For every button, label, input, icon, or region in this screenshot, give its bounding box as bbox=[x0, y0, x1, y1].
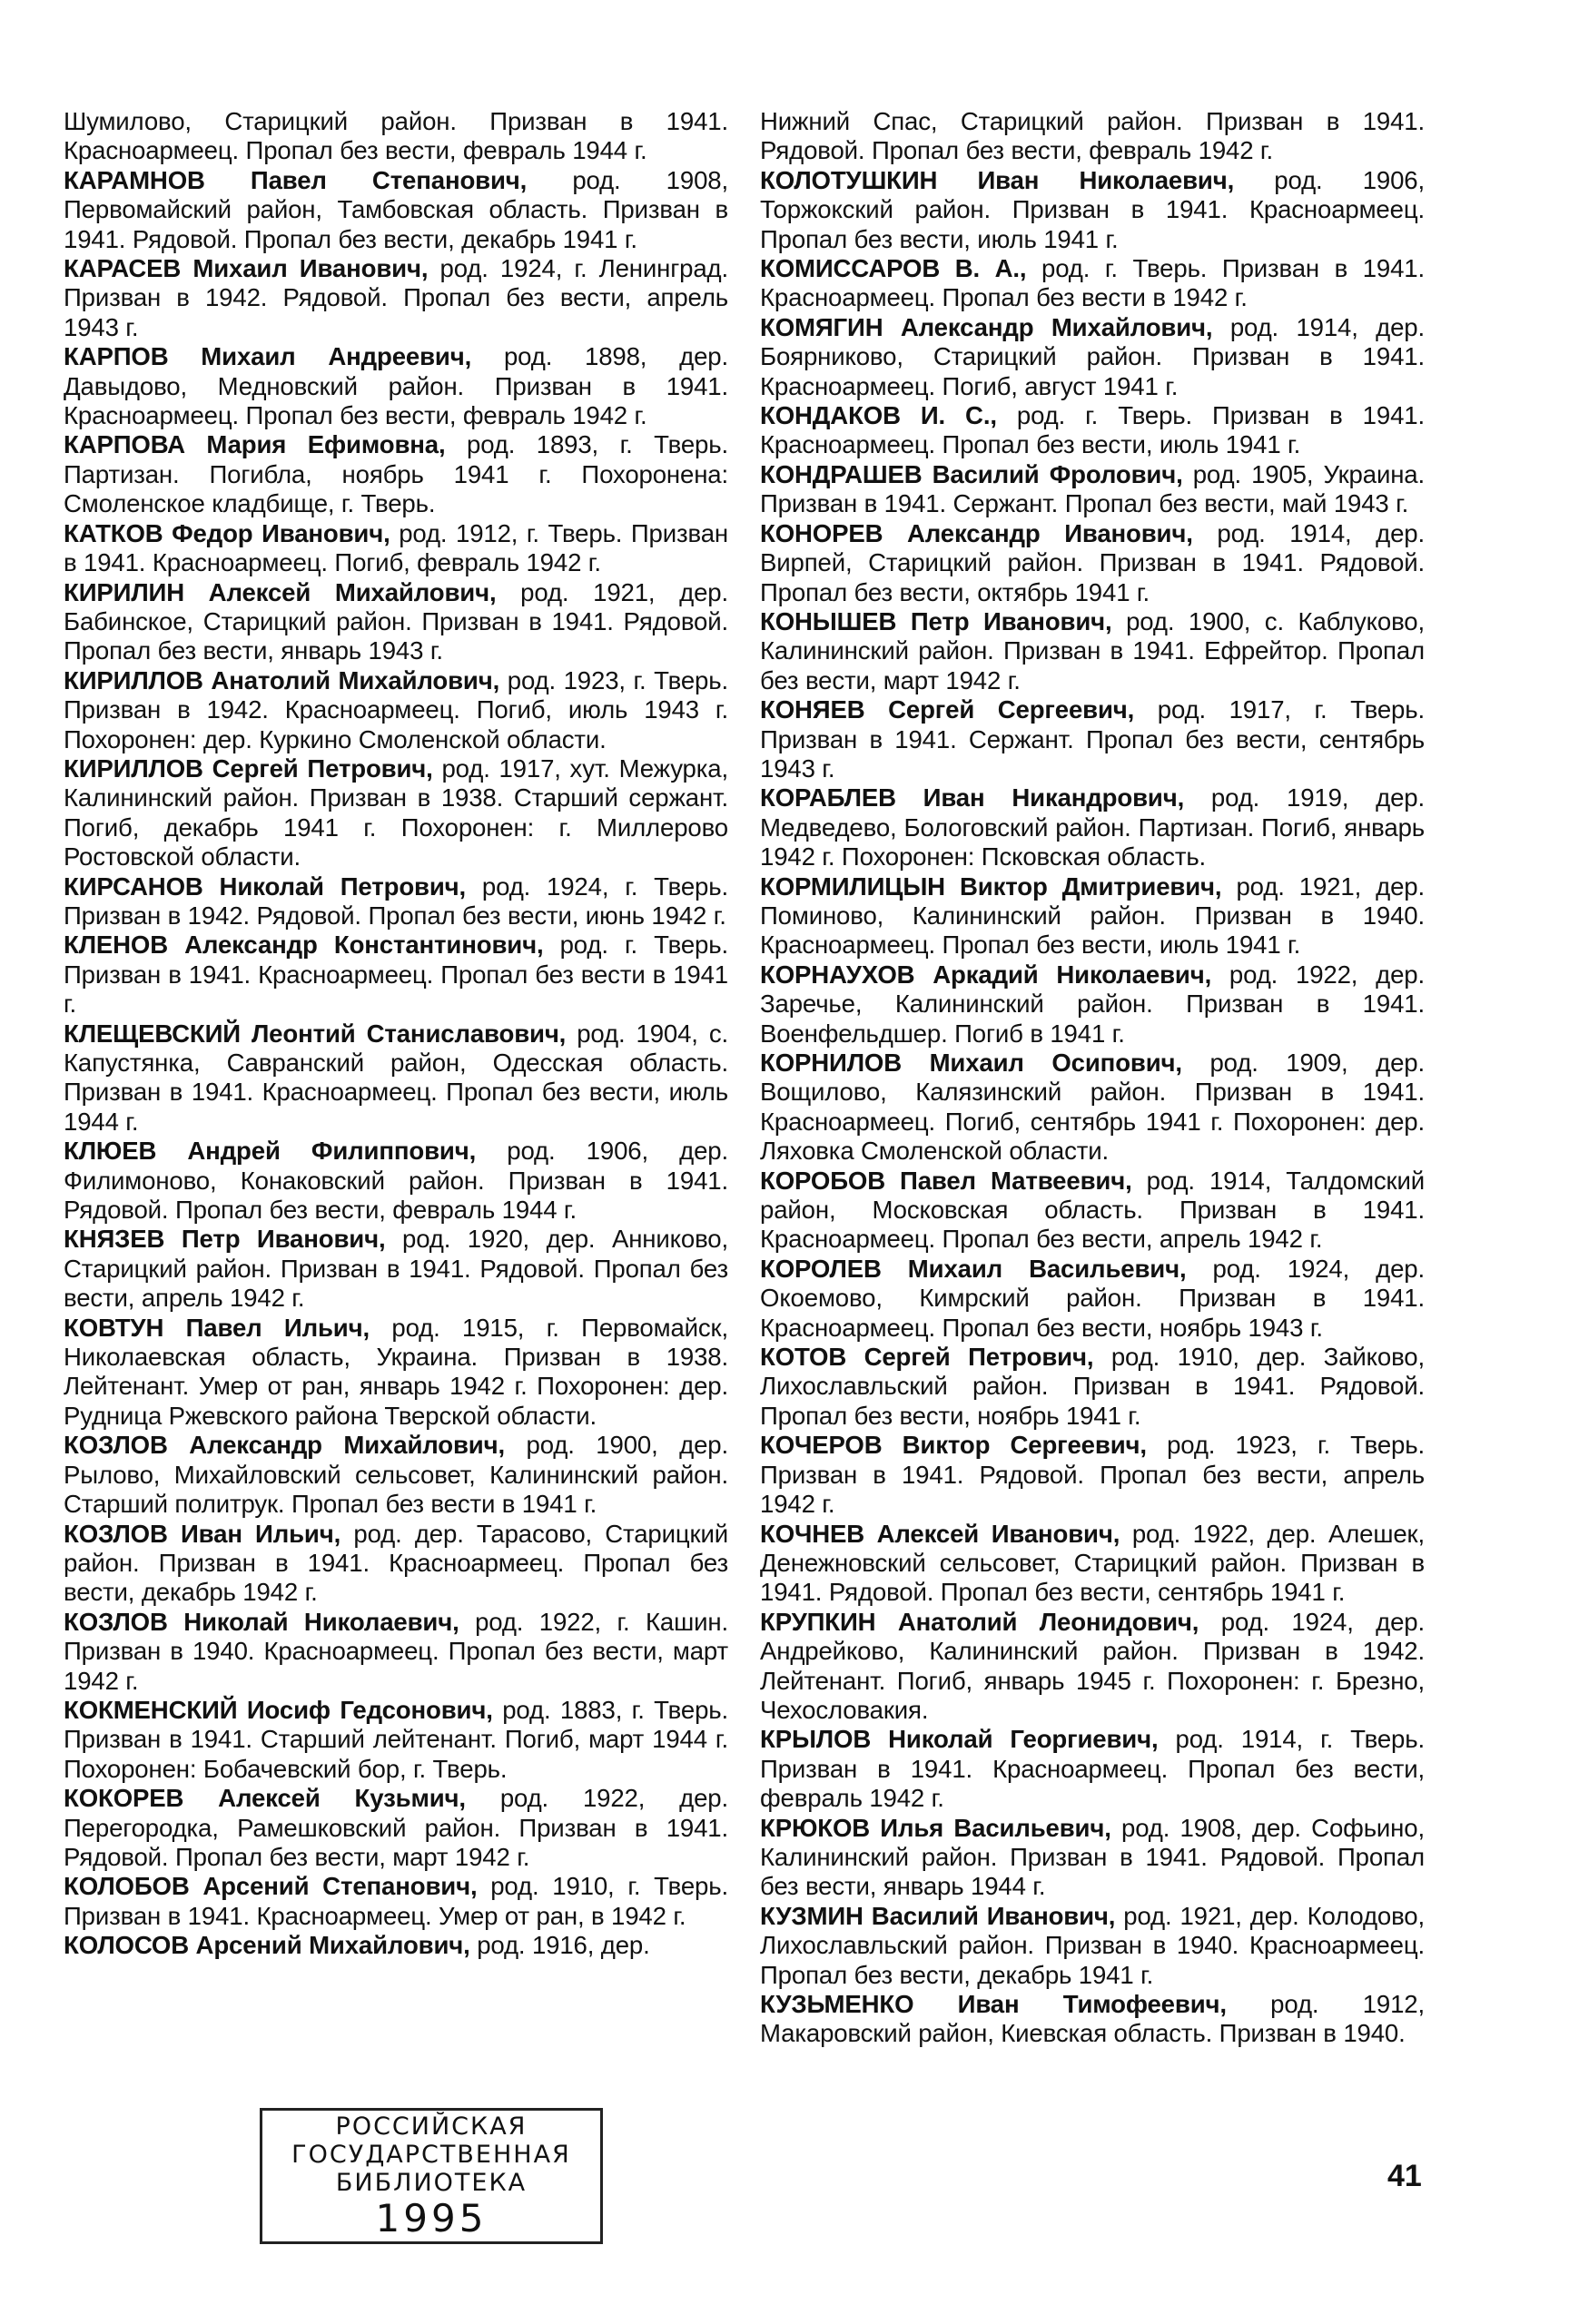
stamp-line-1: РОССИЙСКАЯ bbox=[335, 2112, 528, 2141]
entry bbox=[64, 1931, 728, 1960]
entry-name: КОКОРЕВ Алексей Кузьмич, bbox=[64, 1784, 466, 1813]
entry-name: КОЗЛОВ Николай Николаевич, bbox=[64, 1607, 459, 1636]
entry-text: род. 1893, г. Тверь. Партизан. Погибла, ноябрь 1941 г. Похоронена: Смоленское кладбище, г. Тверь. bbox=[64, 430, 728, 518]
entry-name: КЛЕЩЕВСКИЙ Леонтий Станиславович, bbox=[64, 1019, 567, 1048]
entry-text: род. 1924, дер. Андрейково, Калининский район. Призван в 1942. Лейтенант. Погиб, январь 1945 г. Похоронен: г. Брезно, Чехословакия. bbox=[760, 1607, 1426, 1724]
entry bbox=[64, 1225, 728, 1313]
entry-text: род. 1922, г. Кашин. Призван в 1940. Красноармеец. Пропал без вести, март 1942 г. bbox=[64, 1607, 728, 1695]
entry bbox=[64, 754, 728, 872]
entry bbox=[760, 401, 1425, 460]
entry-text: род. 1904, с. Капустянка, Савранский район, Одесская область. Призван в 1941. Красноармеец. Пропал без вести, июль 1944 г. bbox=[64, 1019, 728, 1136]
entry-text: род. г. Тверь. Призван в 1941. Красноармеец. Пропал без вести в 1942 г. bbox=[760, 254, 1425, 312]
entry-text: Шумилово, Старицкий район. Призван в 1941. Красноармеец. Пропал без вести, февраль 1944 г. bbox=[64, 107, 728, 165]
library-stamp bbox=[260, 2108, 603, 2244]
stamp-line-3: БИБЛИОТЕКА bbox=[335, 2169, 528, 2197]
entry bbox=[760, 607, 1425, 695]
entry-text: род. 1905, Украина. Призван в 1941. Сержант. Пропал без вести, май 1943 г. bbox=[760, 459, 1426, 518]
entry-name: КРУПКИН Анатолий Леонидович, bbox=[760, 1607, 1199, 1636]
entry bbox=[760, 1990, 1425, 2049]
entry bbox=[64, 872, 728, 931]
entry-name: КАРАМНОВ Павел Степанович, bbox=[64, 165, 528, 194]
entry-text: род. 1919, дер. Медведево, Бологовский район. Партизан. Погиб, январь 1942 г. Похоронен: Псковская область. bbox=[760, 783, 1426, 872]
entry bbox=[760, 1608, 1425, 1726]
entry-name: КИРСАНОВ Николай Петрович, bbox=[64, 872, 467, 901]
entry-name: КОЧНЕВ Алексей Иванович, bbox=[760, 1519, 1120, 1548]
entry-name: КРЫЛОВ Николай Георгиевич, bbox=[760, 1725, 1159, 1754]
entry-name: КОНОРЕВ Александр Иванович, bbox=[760, 518, 1193, 547]
entry bbox=[64, 578, 728, 666]
entry-text: род. 1910, г. Тверь. Призван в 1941. Красноармеец. Умер от ран, в 1942 г. bbox=[64, 1872, 728, 1930]
entry-text: род. 1915, г. Первомайск, Николаевская область, Украина. Призван в 1938. Лейтенант. Умер от ран, январь 1942 г. Похоронен: дер. Рудница Ржевского района Тверской области. bbox=[64, 1313, 728, 1430]
entry-name: КОКМЕНСКИЙ Иосиф Гедсонович, bbox=[64, 1695, 493, 1724]
entry bbox=[760, 1431, 1425, 1519]
entry bbox=[760, 1343, 1425, 1431]
entry-text: род. 1906, Торжокский район. Призван в 1941. Красноармеец. Пропал без вести, июль 1941 г. bbox=[760, 165, 1425, 253]
entry-name: КУЗМИН Василий Иванович, bbox=[760, 1901, 1116, 1930]
entry-text: род. 1921, дер. Колодово, Лихославльский район. Призван в 1940. Красноармеец. Пропал без вести, декабрь 1941 г. bbox=[760, 1901, 1425, 1989]
entry-name: КАРПОВ Михаил Андреевич, bbox=[64, 342, 472, 371]
entry-text: род. 1914, Талдомский район, Московская область. Призван в 1941. Красноармеец. Пропал без вести, апрель 1942 г. bbox=[760, 1166, 1425, 1254]
entry-name: КОЧЕРОВ Виктор Сергеевич, bbox=[760, 1431, 1147, 1460]
stamp-line-2: ГОСУДАРСТВЕННАЯ bbox=[291, 2141, 571, 2169]
entry-name: КИРИЛЛОВ Сергей Петрович, bbox=[64, 753, 433, 783]
entry-name: КОНДРАШЕВ Василий Фролович, bbox=[760, 459, 1183, 488]
entry bbox=[760, 254, 1425, 313]
entry bbox=[64, 1784, 728, 1872]
entry-text: род. г. Тверь. Призван в 1941. Красноармеец. Пропал без вести в 1941 г. bbox=[64, 931, 728, 1019]
entry-text: род. 1922, дер. Перегородка, Рамешковский район. Призван в 1941. Рядовой. Пропал без вести, март 1942 г. bbox=[64, 1784, 729, 1871]
entry-text: род. 1883, г. Тверь. Призван в 1941. Старший лейтенант. Погиб, март 1944 г. Похоронен: Бобачевский бор, г. Тверь. bbox=[64, 1695, 729, 1783]
entry-text: род. 1900, с. Каблуково, Калининский район. Призван в 1941. Ефрейтор. Пропал без вести, март 1942 г. bbox=[760, 606, 1425, 694]
entry-text: род. 1917, г. Тверь. Призван в 1941. Сержант. Пропал без вести, сентябрь 1943 г. bbox=[760, 695, 1425, 783]
entry-name: КОЛОСОВ Арсений Михайлович, bbox=[64, 1931, 470, 1960]
entry bbox=[760, 460, 1425, 519]
entry-text: род. 1924, г. Ленинград. Призван в 1942. Рядовой. Пропал без вести, апрель 1943 г. bbox=[64, 254, 729, 341]
entry-text: род. 1898, дер. Давыдово, Медновский район. Призван в 1941. Красноармеец. Пропал без вести, февраль 1942 г. bbox=[64, 342, 728, 430]
entry bbox=[760, 519, 1425, 607]
entry bbox=[64, 1431, 728, 1519]
entry bbox=[64, 931, 728, 1019]
entry-name: КУЗЬМЕНКО Иван Тимофеевич, bbox=[760, 1990, 1227, 2018]
entry-text: род. 1909, дер. Вощилово, Калязинский район. Призван в 1941. Красноармеец. Погиб, сентябрь 1941 г. Похоронен: дер. Ляховка Смоленской области. bbox=[760, 1049, 1425, 1166]
entry-name: КИРИЛЛОВ Анатолий Михайлович, bbox=[64, 665, 500, 694]
entry-text: род. 1923, г. Тверь. Призван в 1941. Рядовой. Пропал без вести, апрель 1942 г. bbox=[760, 1431, 1425, 1519]
entry-name: КОЛОТУШКИН Иван Николаевич, bbox=[760, 165, 1235, 194]
entry-text: род. 1912, Макаровский район, Киевская область. Призван в 1940. bbox=[760, 1990, 1426, 2048]
entry-name: КОРОБОВ Павел Матвеевич, bbox=[760, 1166, 1132, 1195]
entry-name: КОЛОБОВ Арсений Степанович, bbox=[64, 1872, 478, 1901]
entry bbox=[760, 1814, 1425, 1902]
entry bbox=[64, 342, 728, 430]
entry-text: род. 1924, г. Тверь. Призван в 1942. Рядовой. Пропал без вести, июнь 1942 г. bbox=[64, 872, 728, 930]
entry-name: КОРНИЛОВ Михаил Осипович, bbox=[760, 1049, 1182, 1077]
entry bbox=[64, 1608, 728, 1696]
entry-text: род. 1914, дер. Вирпей, Старицкий район. Призван в 1941. Рядовой. Пропал без вести, октябрь 1941 г. bbox=[760, 518, 1425, 606]
entry-name: КНЯЗЕВ Петр Иванович, bbox=[64, 1225, 386, 1254]
stamp-year: 1995 bbox=[375, 2196, 488, 2240]
left-column bbox=[64, 107, 728, 1961]
entry bbox=[760, 166, 1425, 254]
entry-text: род. 1920, дер. Анниково, Старицкий район. Призван в 1941. Рядовой. Пропал без вести, апрель 1942 г. bbox=[64, 1225, 728, 1313]
entry-text: род. 1922, дер. Алешек, Денежновский сельсовет, Старицкий район. Призван в 1941. Рядовой. Пропал без вести, сентябрь 1941 г. bbox=[760, 1519, 1425, 1607]
entry-text: род. 1906, дер. Филимоново, Конаковский район. Призван в 1941. Рядовой. Пропал без вести, февраль 1944 г. bbox=[64, 1137, 729, 1225]
entry-name: КОЗЛОВ Иван Ильич, bbox=[64, 1519, 341, 1548]
entry bbox=[64, 254, 728, 342]
entry-text: род. 1914, дер. Боярниково, Старицкий район. Призван в 1941. Красноармеец. Погиб, август 1941 г. bbox=[760, 312, 1425, 400]
entry bbox=[760, 313, 1425, 401]
entry-name: КОМЯГИН Александр Михайлович, bbox=[760, 312, 1213, 341]
right-column bbox=[760, 107, 1425, 2049]
entry-name: КОМИССАРОВ В. А., bbox=[760, 254, 1027, 283]
entry-text: род. 1910, дер. Зайково, Лихославльский район. Призван в 1941. Рядовой. Пропал без вести, ноябрь 1941 г. bbox=[760, 1343, 1425, 1430]
entry-name: КАРПОВА Мария Ефимовна, bbox=[64, 430, 446, 459]
entry-text: род. 1921, дер. Поминово, Калининский район. Призван в 1940. Красноармеец. Пропал без вести, июль 1941 г. bbox=[760, 872, 1426, 960]
entry-name: КОРОЛЕВ Михаил Васильевич, bbox=[760, 1254, 1187, 1283]
entry bbox=[64, 519, 728, 578]
entry-name: КОНЫШЕВ Петр Иванович, bbox=[760, 606, 1112, 635]
entry bbox=[760, 872, 1425, 960]
entry bbox=[760, 1725, 1425, 1813]
entry-text: род. 1923, г. Тверь. Призван в 1942. Красноармеец. Погиб, июль 1943 г. Похоронен: дер. Куркино Смоленской области. bbox=[64, 665, 728, 753]
entry bbox=[64, 1520, 728, 1608]
entry-name: КЛЮЕВ Андрей Филиппович, bbox=[64, 1137, 477, 1166]
entry bbox=[64, 166, 728, 254]
entry-name: КРЮКОВ Илья Васильевич, bbox=[760, 1813, 1111, 1842]
entry-name: КАРАСЕВ Михаил Иванович, bbox=[64, 254, 429, 283]
entry bbox=[760, 107, 1425, 166]
entry-text: род. 1900, дер. Рылово, Михайловский сельсовет, Калининский район. Старший политрук. Пропал без вести в 1941 г. bbox=[64, 1431, 728, 1519]
entry-text: род. 1908, дер. Софьино, Калининский район. Призван в 1941. Рядовой. Пропал без вести, январь 1944 г. bbox=[760, 1813, 1425, 1901]
entry bbox=[760, 1255, 1425, 1343]
entry bbox=[64, 666, 728, 754]
entry bbox=[760, 783, 1425, 872]
entry-name: КОЗЛОВ Александр Михайлович, bbox=[64, 1431, 505, 1460]
entry bbox=[64, 1696, 728, 1784]
entry-name: КОВТУН Павел Ильич, bbox=[64, 1313, 370, 1342]
entry-name: КОНДАКОВ И. С., bbox=[760, 401, 997, 430]
entry bbox=[760, 1167, 1425, 1255]
entry bbox=[760, 1520, 1425, 1608]
entry bbox=[760, 1902, 1425, 1990]
entry bbox=[64, 1872, 728, 1931]
entry-name: КОНЯЕВ Сергей Сергеевич, bbox=[760, 695, 1135, 724]
entry-text: род. 1917, хут. Межурка, Калининский район. Призван в 1938. Старший сержант. Погиб, декабрь 1941 г. Похоронен: г. Миллерово Ростовской области. bbox=[64, 753, 728, 872]
entry-text: род. 1914, г. Тверь. Призван в 1941. Красноармеец. Пропал без вести, февраль 1942 г. bbox=[760, 1725, 1425, 1813]
entry bbox=[760, 695, 1425, 783]
entry bbox=[760, 1049, 1425, 1167]
entry-name: КОТОВ Сергей Петрович, bbox=[760, 1343, 1094, 1372]
entry-text: род. 1921, дер. Бабинское, Старицкий район. Призван в 1941. Рядовой. Пропал без вести, январь 1943 г. bbox=[64, 577, 728, 665]
page-number: 41 bbox=[1387, 2159, 1422, 2193]
entry-name: КОРНАУХОВ Аркадий Николаевич, bbox=[760, 960, 1212, 989]
entry-text: род. 1908, Первомайский район, Тамбовская область. Призван в 1941. Рядовой. Пропал без вести, декабрь 1941 г. bbox=[64, 165, 728, 253]
entry-text: род. 1912, г. Тверь. Призван в 1941. Красноармеец. Погиб, февраль 1942 г. bbox=[64, 518, 728, 577]
entry-name: КАТКОВ Федор Иванович, bbox=[64, 518, 390, 547]
entry bbox=[64, 107, 728, 166]
entry-name: КОРМИЛИЦЫН Виктор Дмитриевич, bbox=[760, 872, 1222, 901]
entry-text: род. 1924, дер. Окоемово, Кимрский район. Призван в 1941. Красноармеец. Пропал без вести, ноябрь 1943 г. bbox=[760, 1254, 1425, 1342]
entry bbox=[64, 1314, 728, 1432]
entry-name: КИРИЛИН Алексей Михайлович, bbox=[64, 577, 497, 606]
entry bbox=[760, 960, 1425, 1049]
entry bbox=[64, 1137, 728, 1225]
entry bbox=[64, 1019, 728, 1137]
entry-text: род. 1916, дер. bbox=[469, 1931, 650, 1960]
entry-text: род. дер. Тарасово, Старицкий район. Призван в 1941. Красноармеец. Пропал без вести, декабрь 1942 г. bbox=[64, 1519, 728, 1607]
entry-text: Нижний Спас, Старицкий район. Призван в 1941. Рядовой. Пропал без вести, февраль 1942 г. bbox=[760, 107, 1425, 165]
entry-text: род. г. Тверь. Призван в 1941. Красноармеец. Пропал без вести, июль 1941 г. bbox=[760, 401, 1425, 459]
entry-text: род. 1922, дер. Заречье, Калининский район. Призван в 1941. Военфельдшер. Погиб в 1941 г. bbox=[760, 960, 1425, 1048]
entry-name: КЛЕНОВ Александр Константинович, bbox=[64, 931, 544, 960]
entry bbox=[64, 430, 728, 518]
entry-name: КОРАБЛЕВ Иван Никандрович, bbox=[760, 783, 1185, 812]
